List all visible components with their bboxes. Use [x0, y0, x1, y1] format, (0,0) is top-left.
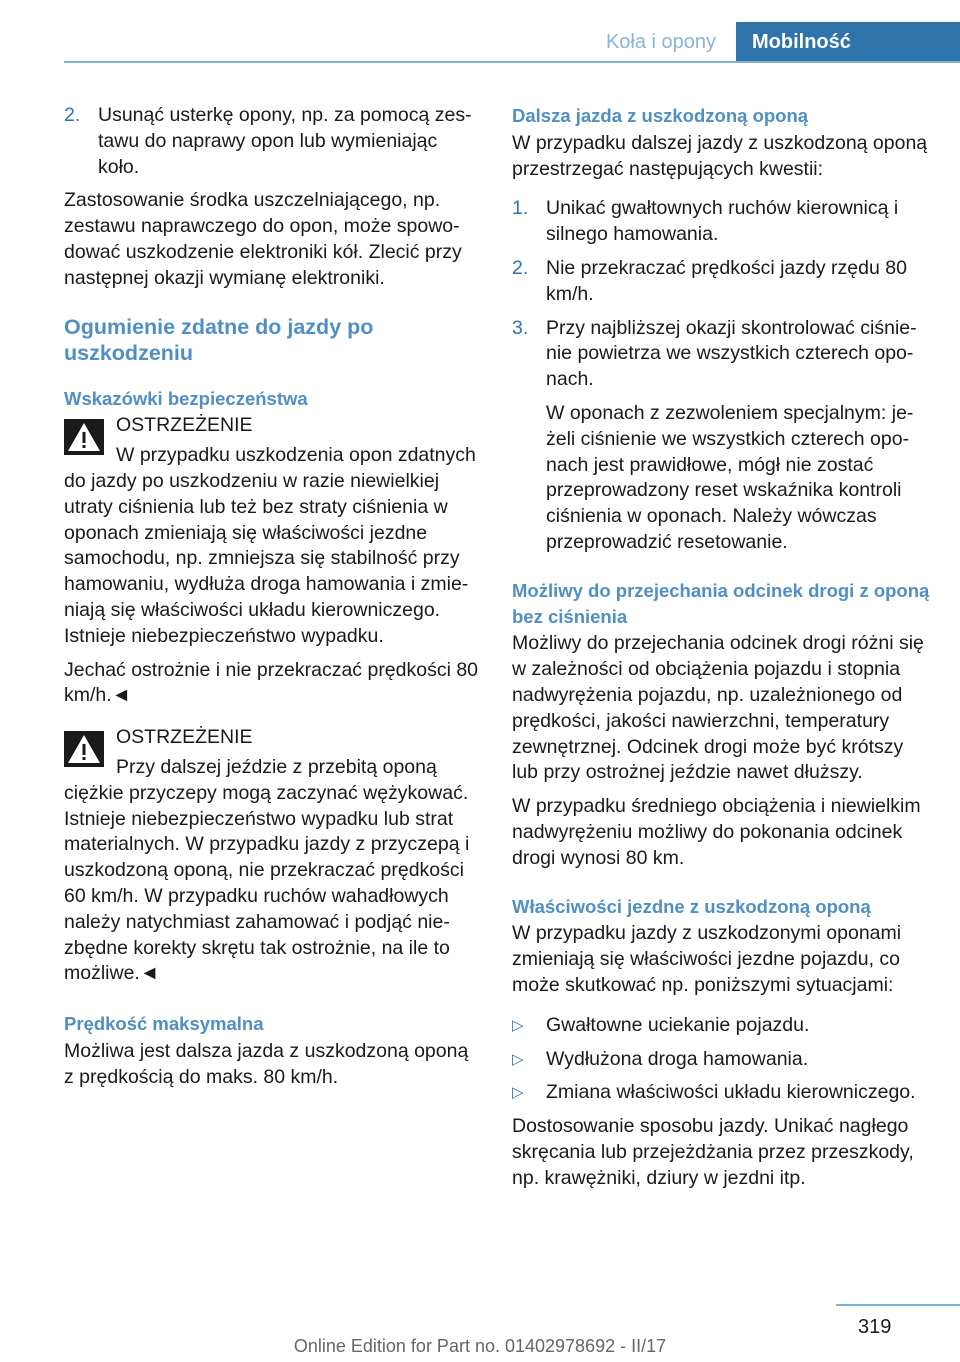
bullet-item — [512, 1013, 932, 1039]
warning-block — [64, 725, 479, 987]
bullet-text: Zmiana właściwości układu kierowniczego. — [546, 1081, 916, 1104]
bullet-item — [512, 1080, 932, 1106]
warning-title: OSTRZEŻENIE — [116, 726, 253, 749]
triangle-bullet-icon: ▷ — [512, 1084, 524, 1102]
warning-action: Jechać ostrożnie i nie przekraczać prędkości 80 km/h.◄ — [64, 658, 479, 707]
footer-divider — [836, 1304, 960, 1306]
bullet-text: Gwałtowne uciekanie pojazdu. — [546, 1013, 810, 1036]
section-heading: Ogumienie zdatne do jazdy po uszkodzeniu — [64, 314, 374, 365]
list-text: Nie przekraczać prędkości jazdy rzędu 80 km/h. — [546, 256, 907, 305]
warning-text: Przy dalszej jeździe z przebitą oponą ciężkie przyczepy mogą zaczynać wężykować. Istnieje niebezpieczeństwo wypadku lub strat materialnych. W przypadku jazdy z przyczepą i uszkodzoną oponą, nie przekraczać prędkości 60 km/h. W przypadku ruchów wahadłowych należy natychmiast zahamować i podjąć niezbędne korekty skrętu tak ostrożnie, na ile to możliwe.◄ — [64, 755, 470, 985]
triangle-bullet-icon: ▷ — [512, 1016, 524, 1034]
list-item — [512, 256, 932, 308]
subsection-heading: Możliwy do przejechania odcinek drogi z oponą bez ciśnienia — [512, 579, 930, 627]
section-tab: Koła i opony — [605, 30, 717, 53]
subsection-heading: Dalsza jazda z uszkodzoną oponą — [512, 105, 809, 126]
warning-block — [64, 413, 479, 709]
paragraph: W przypadku jazdy z uszkodzonymi oponami zmieniają się właściwości jezdne pojazdu, co może skutkować np. poniższymi sytuacjami: — [512, 922, 902, 996]
paragraph: Zastosowanie środka uszczelniającego, np. zestawu naprawczego do opon, może spowodować uszkodzenie elektroniki kół. Zlecić przy następnej okazji wymianę elektroniki. — [64, 189, 462, 289]
list-text: Przy najbliższej okazji skontrolować ciśnienie powietrza we wszystkich czterech oponach. — [546, 316, 917, 391]
list-number: 1. — [512, 197, 529, 220]
list-text: Unikać gwałtownych ruchów kierownicą i silnego hamowania. — [546, 197, 899, 246]
list-number: 3. — [512, 316, 529, 339]
list-number: 2. — [512, 256, 529, 279]
header-divider — [64, 61, 960, 63]
subsection-heading: Prędkość maksymalna — [64, 1013, 264, 1035]
page-number: 319 — [858, 1316, 892, 1338]
subsection-heading: Wskazówki bezpieczeństwa — [64, 387, 308, 409]
paragraph: Dostosowanie sposobu jazdy. Unikać nagłego skręcania lub przejeżdżania przez przeszkody, np. krawężniki, dziury w jezdni itp. — [512, 1115, 914, 1189]
page-header — [0, 0, 960, 62]
triangle-bullet-icon: ▷ — [512, 1050, 524, 1068]
paragraph: Możliwy do przejechania odcinek drogi różni się w zależności od obciążenia pojazdu i stopnia nadwyrężenia pojazdu, np. uzależnionego od prędkości, jakości nawierzchni, temperatury zewnętrznej. Odcinek drogi może być krótszy lub przy ostrożnej jeździe nawet dłuższy. — [512, 632, 924, 784]
warning-title: OSTRZEŻENIE — [116, 414, 253, 437]
right-column — [512, 103, 932, 1199]
warning-text: W przypadku uszkodzenia opon zdatnych do jazdy po uszkodzeniu w razie niewielkiej utraty ciśnienia lub też bez straty ciśnienia w oponach zmieniają się właściwości jezdne samochodu, np. zmniejsza się stabilność przy hamowaniu, wydłuża droga hamowania i zmieniają się właściwości układu kierowniczego. Istnieje niebezpieczeństwo wypadku. — [64, 444, 476, 647]
warning-icon — [64, 731, 104, 767]
left-column — [64, 103, 479, 1099]
paragraph: Możliwa jest dalsza jazda z uszkodzoną oponą z prędkością do maks. 80 km/h. — [64, 1039, 469, 1088]
list-note: W oponach z zezwoleniem specjalnym: jeżeli ciśnienie we wszystkich czterech oponach jest prawidłowe, mógł nie zostać przeprowadzony reset wskaźnika kontroli ciśnienia w oponach. Należy wówczas przeprowadzić resetowanie. — [546, 401, 914, 553]
bullet-item — [512, 1047, 932, 1073]
subsection-heading: Właściwości jezdne z uszkodzoną oponą — [512, 895, 871, 917]
list-item — [64, 103, 479, 180]
list-text: Usunąć usterkę opony, np. za pomocą zestawu do naprawy opon lub wymieniając koło. — [98, 104, 472, 178]
warning-icon — [64, 419, 104, 455]
bullet-text: Wydłużona droga hamowania. — [546, 1047, 809, 1070]
chapter-tab: Mobilność — [736, 22, 960, 62]
edition-footer: Online Edition for Part no. 01402978692 - II/17 — [293, 1336, 667, 1356]
paragraph: W przypadku dalszej jazdy z uszkodzoną oponą przestrzegać następujących kwestii: — [512, 131, 928, 180]
list-item — [512, 196, 932, 248]
list-item — [512, 316, 932, 393]
paragraph: W przypadku średniego obciążenia i niewielkim nadwyrężeniu możliwy do pokonania odcinek drogi wynosi 80 km. — [512, 795, 921, 869]
list-number: 2. — [64, 104, 81, 126]
